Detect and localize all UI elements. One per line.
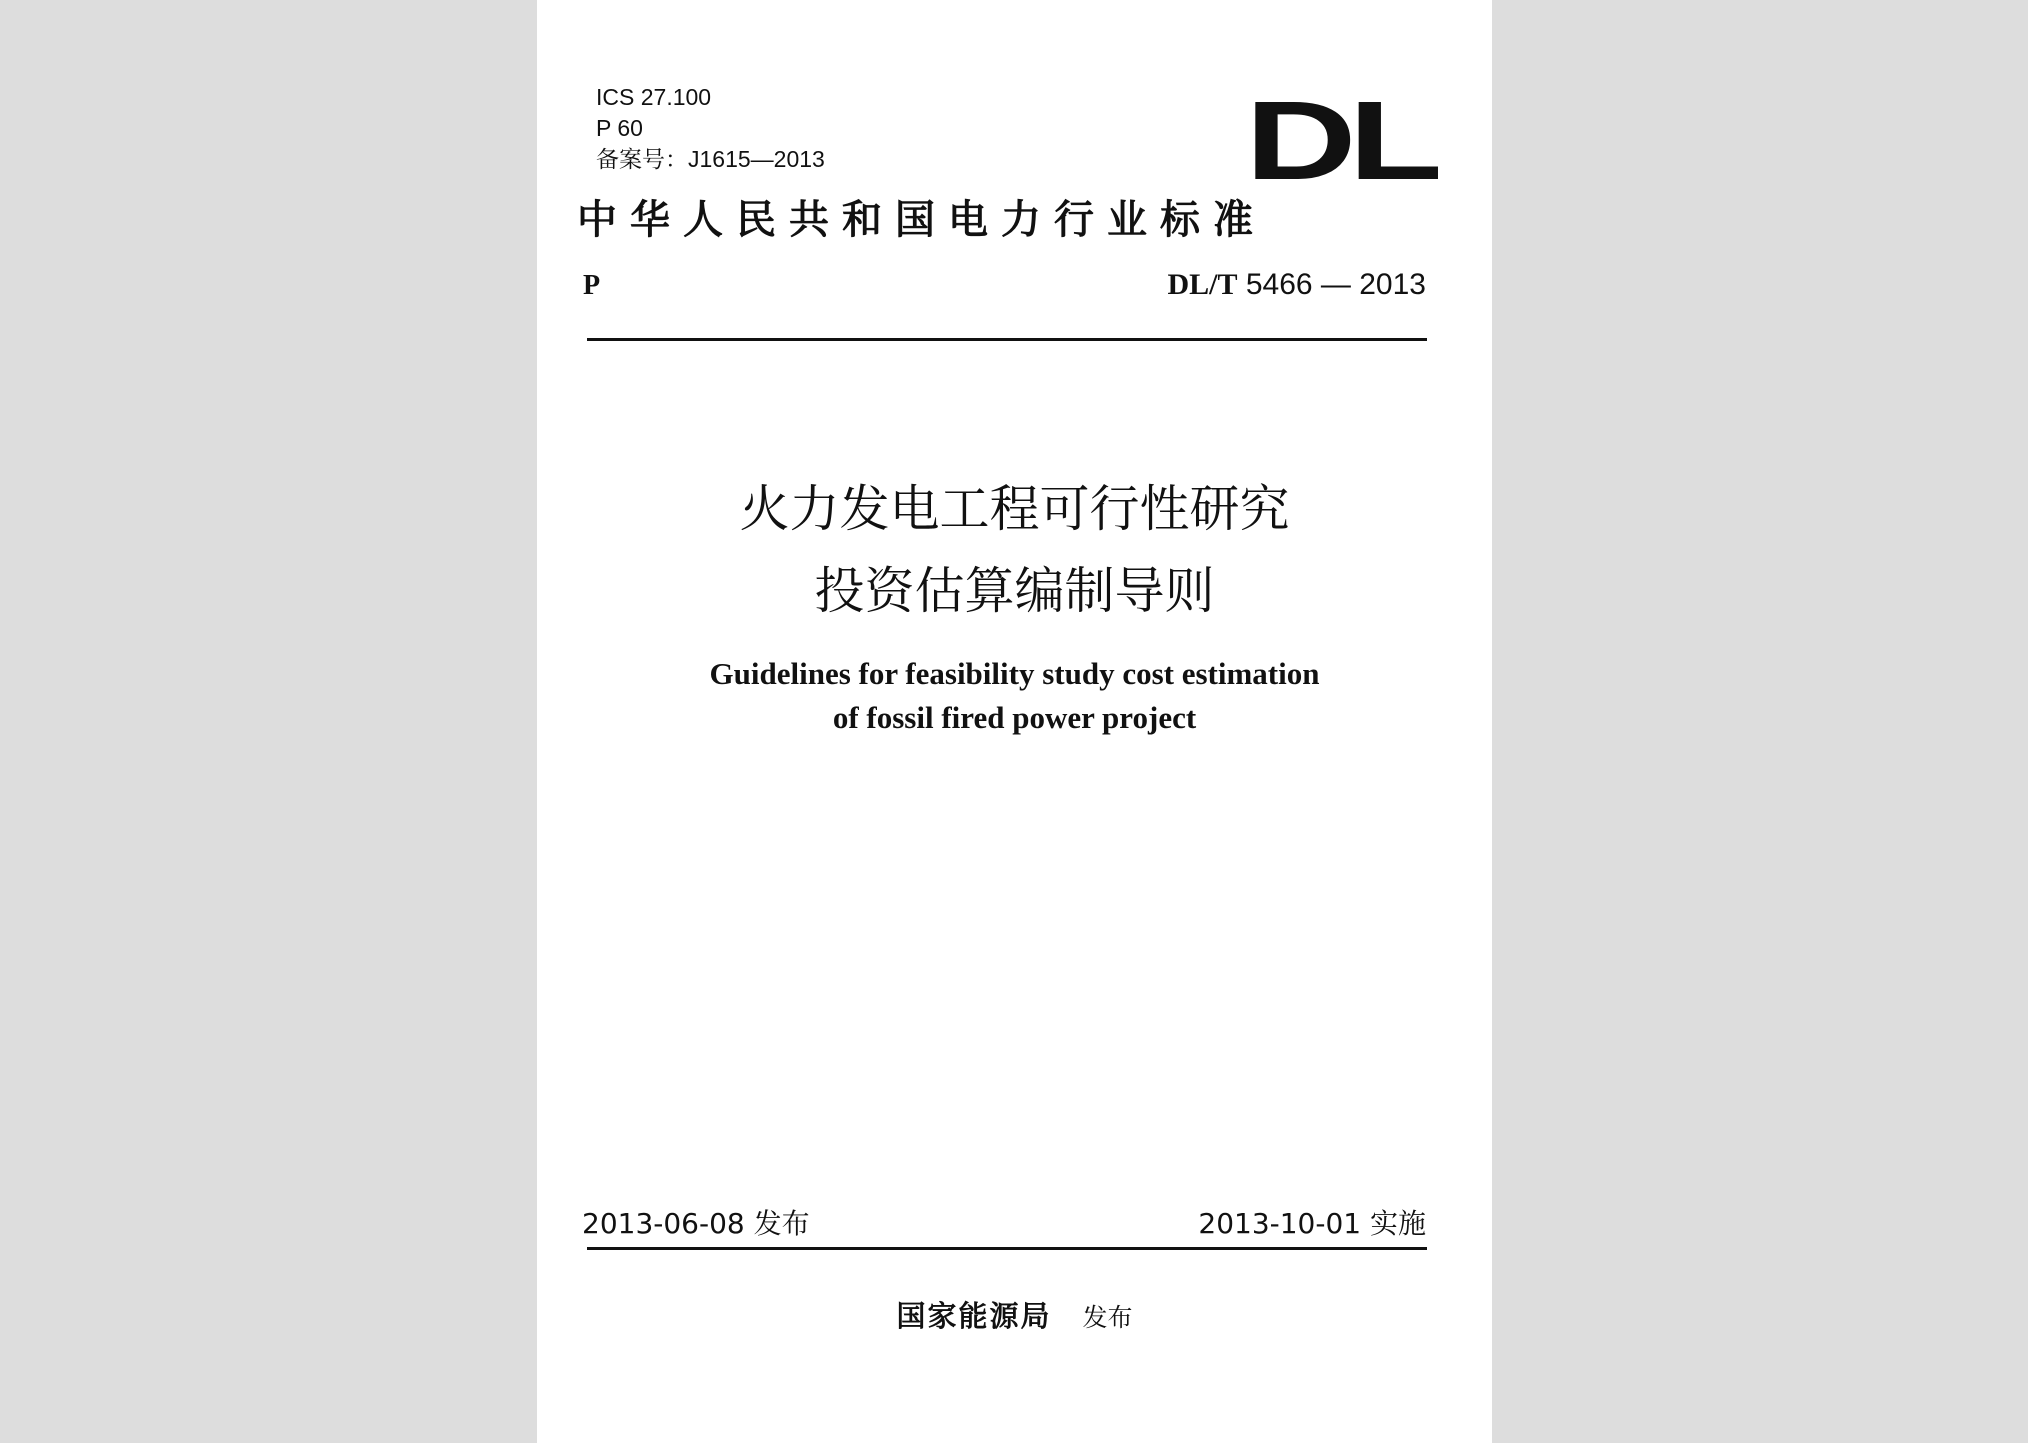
- english-title-line1: Guidelines for feasibility study cost estimation: [709, 656, 1320, 691]
- standard-code: [1167, 268, 1426, 302]
- top-divider: [587, 338, 1427, 341]
- publisher-organization: 国家能源局: [896, 1299, 1052, 1333]
- bottom-divider: [587, 1247, 1427, 1250]
- chinese-title-line1: 火力发电工程可行性研究: [739, 480, 1290, 538]
- chinese-title: [537, 468, 1492, 632]
- dl-logo: DL: [1245, 78, 1435, 203]
- chinese-title-line2: 投资估算编制导则: [814, 562, 1215, 620]
- organization-title: 中华人民共和国电力行业标准: [577, 196, 1266, 243]
- category-code: P: [583, 270, 601, 301]
- ics-code: ICS 27.100: [596, 84, 712, 110]
- english-title-line2: of fossil fired power project: [832, 700, 1197, 735]
- standard-code-prefix: DL/T: [1167, 268, 1238, 301]
- document-page: [537, 0, 1492, 1443]
- publisher-line: [537, 1294, 1492, 1335]
- implement-date: 2013-10-01 实施: [1198, 1207, 1426, 1240]
- publisher-action: 发布: [1082, 1303, 1133, 1332]
- issue-date: 2013-06-08 发布: [582, 1207, 810, 1240]
- classification-block: [596, 82, 825, 175]
- ccs-code: P 60: [596, 115, 643, 141]
- filing-number: 备案号：J1615—2013: [596, 146, 825, 172]
- standard-code-number: 5466 — 2013: [1245, 268, 1426, 301]
- english-title: [537, 652, 1492, 740]
